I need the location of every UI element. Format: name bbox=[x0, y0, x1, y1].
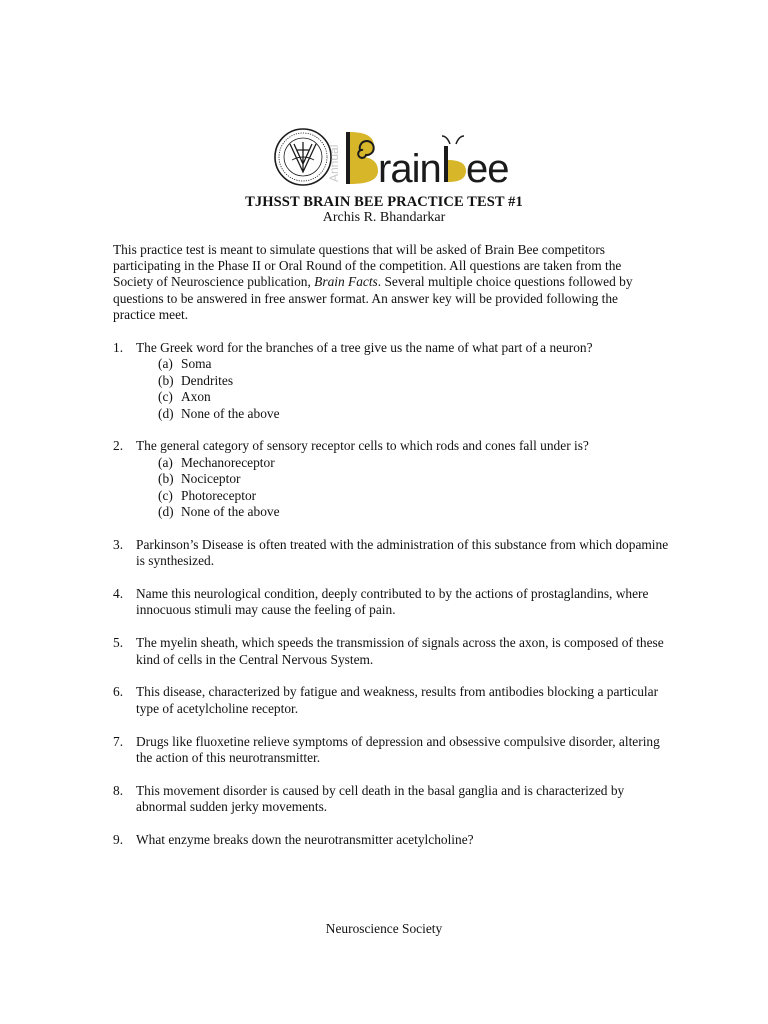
option-letter: (b) bbox=[158, 372, 174, 388]
question-item bbox=[113, 586, 673, 619]
question-item bbox=[113, 832, 673, 848]
answer-option bbox=[136, 389, 673, 405]
footer-text: Neuroscience Society bbox=[325, 921, 443, 936]
logo-vertical-text: Annual bbox=[327, 144, 341, 182]
intro-text-start: This practice test is meant to simulate questions that will be asked of Brain Bee competitors participating in the Phase II or Oral Round of the competition. All questions are taken from the Society of Neuroscience publication, bbox=[113, 242, 622, 290]
option-text: Soma bbox=[181, 356, 212, 372]
question-text: The myelin sheath, which speeds the transmission of signals across the axon, is composed of these kind of cells in the Central Nervous System. bbox=[136, 635, 664, 667]
option-text: Nociceptor bbox=[181, 471, 241, 487]
question-number: 5. bbox=[113, 635, 124, 651]
question-text: This disease, characterized by fatigue and weakness, results from antibodies blocking a particular type of acetylcholine receptor. bbox=[136, 684, 659, 716]
option-letter: (c) bbox=[158, 389, 173, 405]
logo-graphic bbox=[270, 124, 509, 191]
intro-publication-title: Brain Facts bbox=[314, 274, 378, 290]
option-text: None of the above bbox=[181, 504, 280, 520]
answer-option bbox=[136, 373, 673, 389]
intro-paragraph bbox=[113, 242, 658, 323]
question-text: This movement disorder is caused by cell death in the basal ganglia and is characterized by abnormal sudden jerky movements. bbox=[136, 782, 625, 815]
question-item bbox=[113, 635, 673, 668]
option-text: Dendrites bbox=[181, 372, 234, 388]
question-number: 6. bbox=[113, 684, 124, 700]
option-letter: (d) bbox=[158, 405, 174, 421]
question-text: The Greek word for the branches of a tree give us the name of what part of a neuron? bbox=[136, 340, 593, 355]
question-text: Name this neurological condition, deeply contributed to by the actions of prostaglandins, where innocuous stimuli may cause the feeling of pain. bbox=[136, 586, 649, 618]
option-text: None of the above bbox=[181, 405, 280, 421]
option-letter: (b) bbox=[158, 471, 174, 487]
answer-option bbox=[136, 406, 673, 422]
question-item bbox=[113, 438, 673, 520]
intro-text-end: . Several multiple choice questions followed by questions to be answered in free answer format. An answer key will be provided following the practice meet. bbox=[113, 274, 633, 322]
logo-b-glyph bbox=[346, 132, 378, 184]
answer-option bbox=[136, 504, 673, 520]
question-text: The general category of sensory receptor cells to which rods and cones fall under is? bbox=[136, 438, 589, 454]
question-number: 1. bbox=[113, 340, 124, 355]
question-item bbox=[113, 734, 673, 767]
question-text: Parkinson’s Disease is often treated with the administration of this substance from which dopamine is synthesized. bbox=[136, 536, 669, 569]
question-number: 2. bbox=[113, 438, 124, 454]
society-seal-icon bbox=[275, 129, 331, 185]
answer-option bbox=[136, 455, 673, 471]
logo-bee-icon bbox=[442, 136, 466, 182]
answer-option bbox=[136, 471, 673, 487]
logo-word-ee: ee bbox=[466, 147, 509, 191]
question-item bbox=[113, 783, 673, 816]
question-item bbox=[113, 684, 673, 717]
answer-options bbox=[136, 356, 673, 422]
question-list bbox=[113, 340, 673, 865]
question-text: What enzyme breaks down the neurotransmitter acetylcholine? bbox=[136, 832, 474, 848]
question-number: 9. bbox=[113, 832, 124, 848]
answer-option bbox=[136, 356, 673, 372]
page-title: TJHSST BRAIN BEE PRACTICE TEST #1 bbox=[245, 194, 523, 210]
option-letter: (d) bbox=[158, 504, 174, 520]
brain-bee-logo bbox=[270, 124, 509, 191]
question-item bbox=[113, 537, 673, 570]
option-letter: (a) bbox=[158, 454, 173, 470]
question-text: Drugs like fluoxetine relieve symptoms of depression and obsessive compulsive disorder, altering the action of this neurotransmitter. bbox=[136, 733, 660, 766]
author-name: Archis R. Bhandarkar bbox=[322, 210, 446, 225]
question-number: 8. bbox=[113, 782, 124, 798]
option-text: Photoreceptor bbox=[181, 487, 257, 503]
answer-options bbox=[136, 455, 673, 521]
logo-word-rain: rain bbox=[378, 147, 441, 191]
answer-option bbox=[136, 488, 673, 504]
option-letter: (a) bbox=[158, 356, 173, 372]
option-text: Axon bbox=[181, 389, 211, 405]
option-letter: (c) bbox=[158, 487, 173, 503]
question-item bbox=[113, 340, 673, 422]
question-number: 3. bbox=[113, 536, 124, 552]
option-text: Mechanoreceptor bbox=[181, 454, 275, 470]
question-number: 7. bbox=[113, 733, 124, 749]
question-number: 4. bbox=[113, 586, 124, 602]
